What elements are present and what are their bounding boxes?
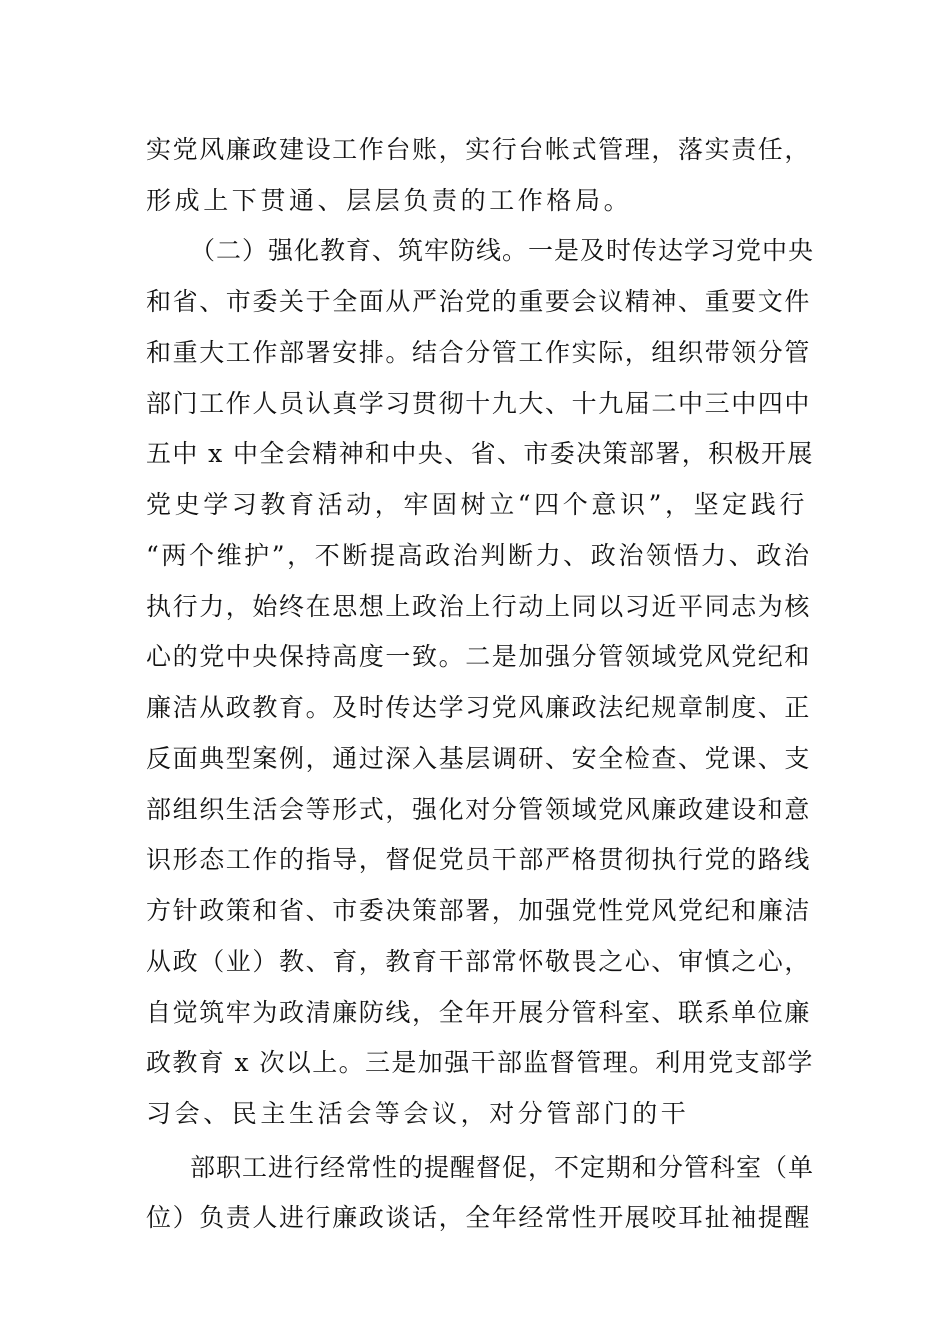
text-line: 心的党中央保持高度一致。二是加强分管领域党风党纪和 [146, 642, 812, 671]
text-line: 自觉筑牢为政清廉防线，全年开展分管科室、联系单位廉 [146, 998, 812, 1027]
text-line: 识形态工作的指导，督促党员干部严格贯彻执行党的路线 [146, 845, 812, 874]
text-line: 和省、市委关于全面从严治党的重要会议精神、重要文件 [146, 287, 812, 316]
text-line: 五中 x 中全会精神和中央、省、市委决策部署，积极开展 [146, 439, 814, 468]
text-line: 部组织生活会等形式，强化对分管领域党风廉政建设和意 [146, 795, 812, 824]
text-line: 执行力，始终在思想上政治上行动上同以习近平同志为核 [146, 592, 812, 621]
text-line: “两个维护”，不断提高政治判断力、政治领悟力、政治 [146, 541, 812, 570]
text-line: 实党风廉政建设工作台账，实行台帐式管理，落实责任， [146, 135, 812, 164]
text-line: 反面典型案例，通过深入基层调研、安全检查、党课、支 [146, 744, 812, 773]
text-line: 党史学习教育活动，牢固树立“四个意识”，坚定践行 [146, 490, 808, 519]
text-line: 位）负责人进行廉政谈话，全年经常性开展咬耳扯袖提醒 [146, 1203, 812, 1232]
paragraph-heading-line: （二）强化教育、筑牢防线。一是及时传达学习党中央 [190, 236, 815, 265]
text-line: 廉洁从政教育。及时传达学习党风廉政法纪规章制度、正 [146, 693, 812, 722]
text-line: 形成上下贯通、层层负责的工作格局。 [146, 186, 633, 215]
text-line: 和重大工作部署安排。结合分管工作实际，组织带领分管 [146, 338, 812, 367]
text-line: 从政（业）教、育，教育干部常怀敬畏之心、审慎之心， [146, 947, 812, 976]
text-line: 方针政策和省、市委决策部署，加强党性党风党纪和廉洁 [146, 896, 812, 925]
text-line: 部门工作人员认真学习贯彻十九大、十九届二中三中四中 [146, 389, 812, 418]
text-line: 习会、民主生活会等会议，对分管部门的干 [146, 1099, 690, 1128]
text-line: 部职工进行经常性的提醒督促，不定期和分管科室（单 [190, 1153, 815, 1182]
text-line: 政教育 x 次以上。三是加强干部监督管理。利用党支部学 [146, 1048, 814, 1077]
